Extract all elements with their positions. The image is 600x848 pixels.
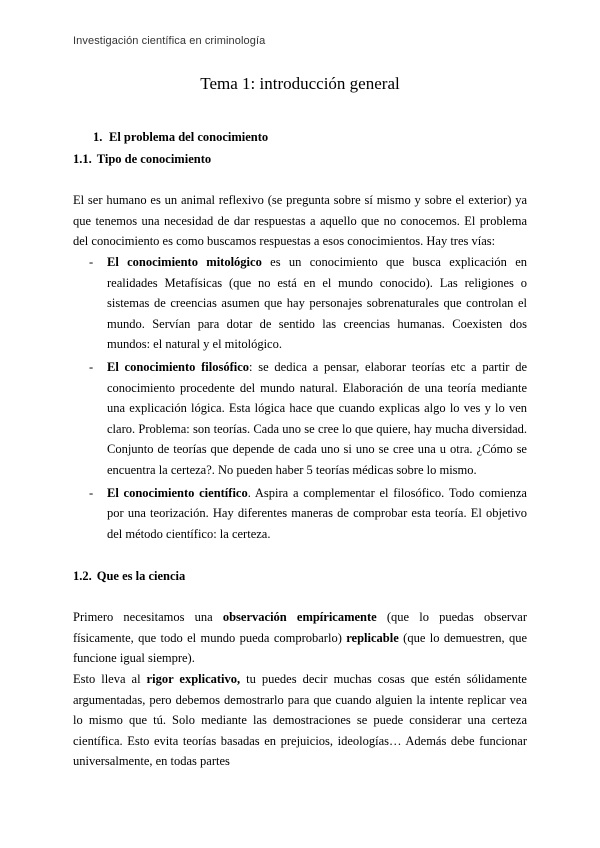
document-title: Tema 1: introducción general <box>200 74 400 93</box>
list-dash: - <box>89 255 94 269</box>
subsection-heading-1-1 <box>73 152 211 167</box>
science-paragraph-1 <box>73 607 527 669</box>
subsection-title: Que es la ciencia <box>96 569 186 583</box>
intro-paragraph: El ser humano es un animal reflexivo (se pregunta sobre sí mismo y sobre el exterior) ya que tenemos una necesidad de dar respuestas a aquello que no conocemos. El problema del conocimiento es como buscamos respuestas a esos conocimientos. Hay tres vías: <box>73 193 527 249</box>
item-text: es un conocimiento que busca explicación en realidades Metafísicas (que no está en el mundo conocido). Las religiones o sistemas de creencias asumen que hay personajes sobrenaturales que controlan el mundo. Servían para dotar de sentido las creencias humanas. Coexisten dos mundos: el natural y el mitológico. <box>107 255 527 352</box>
term-explanatory-rigor: rigor explicativo, <box>146 672 241 686</box>
term-mythological: El conocimiento mitológico <box>107 255 262 269</box>
list-item-philosophical <box>73 357 527 481</box>
text-run: Esto lleva al <box>73 672 147 686</box>
term-empirical-observation: observación empíricamente <box>222 610 377 624</box>
list-dash: - <box>89 359 94 374</box>
text-run: Primero necesitamos una <box>73 610 223 624</box>
item-text: . Aspira a complementar el filosófico. Todo comienza por una teorización. Hay diferentes maneras de comprobar esta teoría. El objetivo del método científico: la certeza. <box>107 485 527 541</box>
subsection-number: 1.1. <box>73 152 92 166</box>
running-header: Investigación científica en criminología <box>73 35 266 47</box>
text-run: (que lo puedas observar físicamente, que todo el mundo pueda comprobarlo) <box>73 610 528 645</box>
knowledge-types-list <box>73 252 527 546</box>
section-number: 1. <box>93 130 103 144</box>
term-philosophical: El conocimiento filosófico <box>107 359 250 374</box>
list-item-mythological <box>73 252 527 355</box>
text-run: tu puedes decir muchas cosas que estén sólidamente argumentadas, pero debemos demostrarlo para que cuando alguien la intente replicar vea lo mismo que tú. Solo mediante las demostraciones se puede considerar una certeza científica. Esto evita teorías basadas en prejuicios, ideologías… Además debe funcionar universalmente, en todas partes <box>73 672 527 769</box>
term-scientific: El conocimiento científico <box>107 485 248 500</box>
science-paragraph-2 <box>73 669 527 772</box>
subsection-number: 1.2. <box>73 569 92 583</box>
section-heading-1 <box>93 130 268 145</box>
item-text: : se dedica a pensar, elaborar teorías etc a partir de conocimiento procedente del mundo natural. Elaboración de una teoría mediante una explicación lógica. Esta lógica hace que cuando explicas algo lo ves y lo ven claro. Problema: son teorías. Cada uno se cree lo que quiere, hay mucha diversidad. Conjunto de teorías que depende de cada uno si uno se cree una u otra. ¿Cómo se encuentra la certeza?. No pueden haber 5 teorías médicas sobre lo mismo. <box>107 359 527 477</box>
list-item-scientific <box>73 483 527 545</box>
subsection-title: Tipo de conocimiento <box>96 152 212 166</box>
subsection-heading-1-2 <box>73 569 185 584</box>
text-run: (que lo demuestren, que funcione igual siempre). <box>73 630 527 666</box>
term-replicable: replicable <box>346 630 399 645</box>
list-dash: - <box>89 485 94 500</box>
section-title: El problema del conocimiento <box>109 130 269 144</box>
